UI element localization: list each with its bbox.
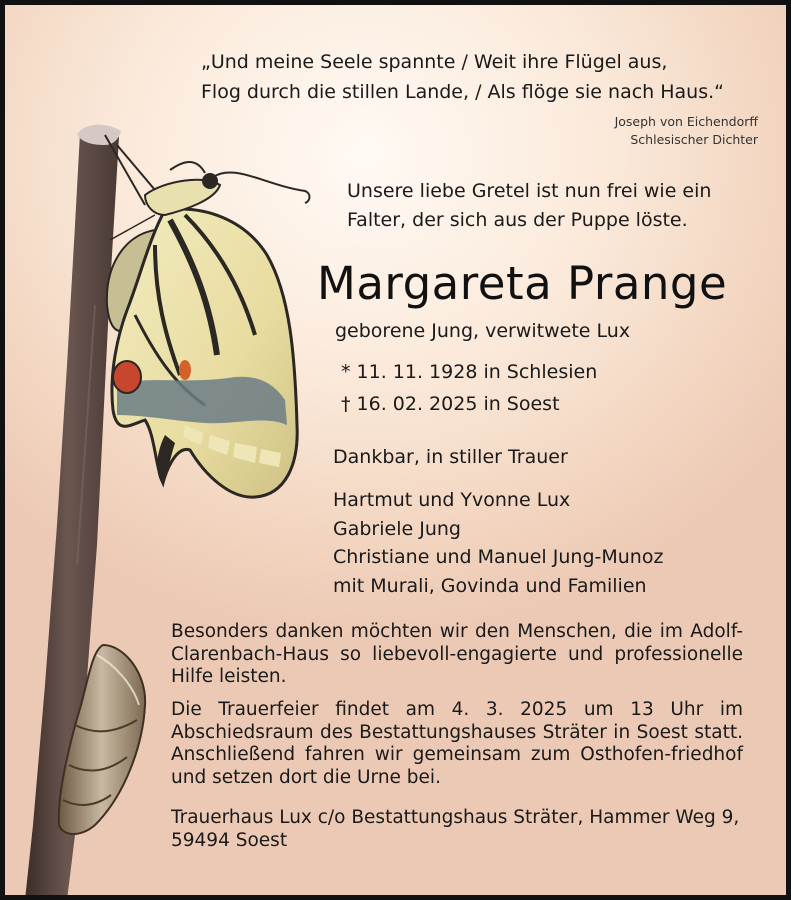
funeral-paragraph: Die Trauerfeier findet am 4. 3. 2025 um 13 Uhr im Abschiedsraum des Bestattungshauses Sträter in Soest statt. Anschließend fahren wir gemeinsam zum Osthofen-friedhof und setzen dort die Urne bei. <box>171 699 743 788</box>
death-date: † 16. 02. 2025 in Soest <box>341 393 560 415</box>
thanks-paragraph: Besonders danken möchten wir den Menschen, die im Adolf-Clarenbach-Haus so liebevoll-engagierte und professionelle Hilfe leisten. <box>171 621 743 687</box>
quote-line: Flog durch die stillen Lande, / Als flöge sie nach Haus.“ <box>201 81 724 103</box>
intro-text <box>347 177 711 235</box>
author-name: Joseph von Eichendorff <box>614 114 758 129</box>
quote-author <box>615 113 758 149</box>
mourner-name: Christiane und Manuel Jung-Munoz <box>333 546 664 568</box>
mourning-header: Dankbar, in stiller Trauer <box>333 446 568 468</box>
author-title: Schlesischer Dichter <box>630 132 758 147</box>
mourner-name: Hartmut und Yvonne Lux <box>333 489 571 511</box>
maiden-name: geborene Jung, verwitwete Lux <box>335 320 631 342</box>
quote-line: „Und meine Seele spannte / Weit ihre Flügel aus, <box>201 51 668 73</box>
intro-line: Falter, der sich aus der Puppe löste. <box>347 209 688 231</box>
intro-line: Unsere liebe Gretel ist nun frei wie ein <box>347 180 712 202</box>
butterfly <box>105 135 310 497</box>
birth-date: * 11. 11. 1928 in Schlesien <box>341 361 598 383</box>
mourner-name: Gabriele Jung <box>333 517 461 540</box>
mourners-list <box>333 486 663 600</box>
poem-quote <box>201 47 724 107</box>
mourner-name: mit Murali, Govinda und Familien <box>333 574 647 597</box>
deceased-name: Margareta Prange <box>317 257 728 310</box>
address-paragraph: Trauerhaus Lux c/o Bestattungshaus Sträter, Hammer Weg 9, 59494 Soest <box>171 807 740 851</box>
